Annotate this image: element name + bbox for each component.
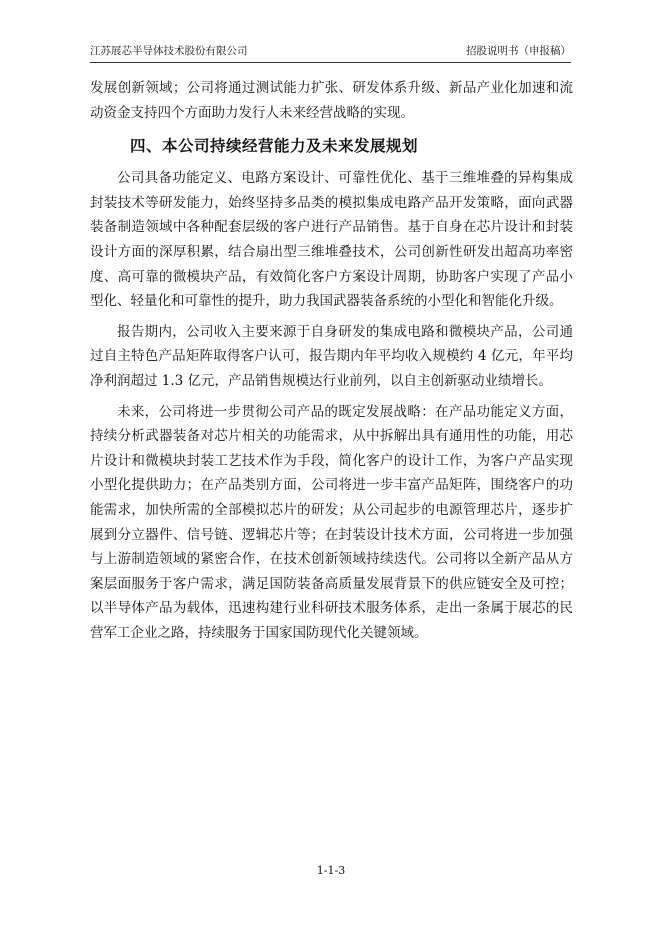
body-paragraph-3: 未来，公司将进一步贯彻公司产品的既定发展战略：在产品功能定义方面，持续分析武器装备对芯片相关的功能需求，从中拆解出具有通用性的功能，用芯片设计和微模块封装工艺技术作为手段，简化客户的设计工作，为客户产品实现小型化提供助力；在产品类别方面，公司将进一步丰富产品矩阵，围绕客户的功能需求，加快所需的全部模拟芯片的研发；从公司起步的电源管理芯片，逐步扩展到分立器件、信号链、逻辑芯片等；在封装设计技术方面，公司将进一步加强与上游制造领域的紧密合作，在技术创新领域持续迭代。公司将以全新产品从方案层面服务于客户需求，满足国防装备高质量发展背景下的供应链安全及可控；以半导体产品为载体，迅速构建行业科研技术服务体系，走出一条属于展芯的民营军工企业之路，持续服务于国家国防现代化关键领域。 <box>90 403 573 641</box>
body-paragraph-2: 报告期内，公司收入主要来源于自身研发的集成电路和微模块产品，公司通过自主特色产品矩阵取得客户认可，报告期内年平均收入规模约 4 亿元，年平均净利润超过 1.3 亿元，产品销售规模达行业前列，以自主创新驱动业绩增长。 <box>90 323 573 389</box>
body-paragraph-1: 公司具备功能定义、电路方案设计、可靠性优化、基于三维堆叠的异构集成封装技术等研发能力，始终坚持多品类的模拟集成电路产品开发策略，面向武器装备制造领域中各种配套层级的客户进行产品销售。基于自身在芯片设计和封装设计方面的深厚积累，结合扇出型三维堆叠技术，公司创新性研发出超高功率密度、高可靠的微模块产品，有效简化客户方案设计周期，协助客户实现了产品小型化、轻量化和可靠性的提升，助力我国武器装备系统的小型化和智能化升级。 <box>90 170 573 310</box>
header-company-name: 江苏展芯半导体技术股份有限公司 <box>90 45 248 57</box>
section-heading: 四、本公司持续经营能力及未来发展规划 <box>130 137 419 156</box>
header-document-title: 招股说明书（申报稿） <box>466 45 571 57</box>
intro-paragraph: 发展创新领域；公司将通过测试能力扩张、研发体系升级、新品产业化加速和流动资金支持四个方面助力发行人未来经营战略的实现。 <box>90 80 573 121</box>
page-header <box>90 43 571 63</box>
page-number: 1-1-3 <box>316 864 346 877</box>
document-body <box>90 76 573 651</box>
